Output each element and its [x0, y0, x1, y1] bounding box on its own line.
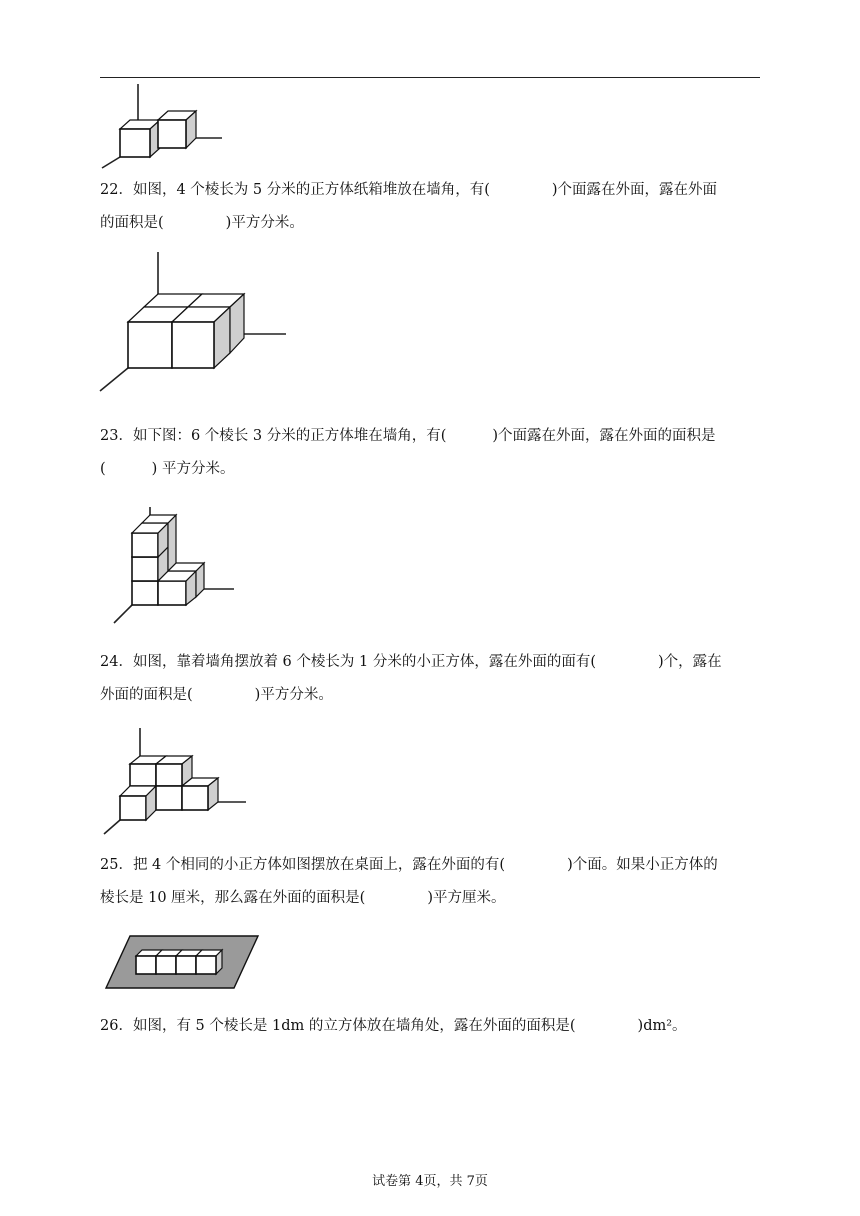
q22-text-1a: 如图，4 个棱长为 5 分米的正方体纸箱堆放在墙角，有( — [132, 182, 490, 198]
q25-number: 25． — [100, 857, 133, 873]
question-22 — [100, 174, 762, 240]
q23-number: 23． — [100, 428, 133, 444]
question-25 — [100, 849, 762, 915]
q23-text-1a: 如下图：6 个棱长 3 分米的正方体堆在墙角，有( — [132, 428, 447, 444]
q22-text-2b: )平方分米。 — [225, 215, 304, 231]
figure-q21-cubes — [96, 82, 236, 172]
q26-number: 26． — [100, 1018, 133, 1034]
q23-text-2b: ) 平方分米。 — [151, 461, 235, 477]
q26-text-1b: )dm²。 — [637, 1018, 687, 1034]
question-23 — [100, 420, 762, 486]
q22-text-2a: 的面积是( — [100, 215, 164, 231]
q24-text-1b: )个，露在 — [658, 654, 722, 670]
figure-q23-cubes — [100, 505, 250, 630]
q25-text-1a: 把 4 个相同的小正方体如图摆放在桌面上，露在外面的有( — [132, 857, 506, 873]
figure-q25-table-cubes — [104, 934, 262, 990]
q23-text-2a: ( — [100, 461, 106, 477]
q24-text-2a: 外面的面积是( — [100, 687, 193, 703]
figure-q24-cubes — [100, 726, 260, 841]
q26-text-1a: 如图，有 5 个棱长是 1dm 的立方体放在墙角处，露在外面的面积是( — [132, 1018, 576, 1034]
q25-text-1b: )个面。如果小正方体的 — [567, 857, 718, 873]
q24-text-1a: 如图，靠着墙角摆放着 6 个棱长为 1 分米的小正方体，露在外面的面有( — [132, 654, 596, 670]
q25-text-2a: 棱长是 10 厘米，那么露在外面的面积是( — [100, 890, 366, 906]
question-26 — [100, 1010, 762, 1043]
q22-number: 22． — [100, 182, 133, 198]
q25-text-2b: )平方厘米。 — [427, 890, 506, 906]
q24-text-2b: )平方分米。 — [254, 687, 333, 703]
page-footer: 试卷第 4页，共 7页 — [372, 1174, 488, 1189]
header-rule — [100, 77, 760, 78]
q24-number: 24． — [100, 654, 133, 670]
q23-text-1b: )个面露在外面，露在外面的面积是 — [492, 428, 716, 444]
figure-q22-cubes — [96, 250, 296, 395]
q22-text-1b: )个面露在外面，露在外面 — [551, 182, 718, 198]
question-24 — [100, 646, 762, 712]
